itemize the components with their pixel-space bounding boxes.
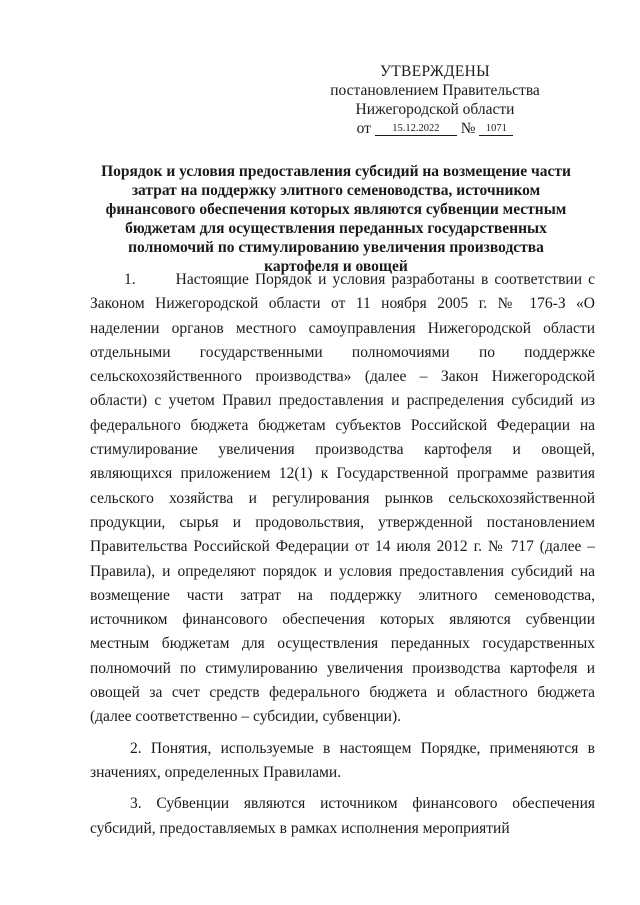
approval-date-number-line xyxy=(300,119,570,138)
approval-number-field: 1071 xyxy=(479,122,513,136)
approval-title: УТВЕРЖДЕНЫ xyxy=(380,63,490,80)
approval-line-2: Нижегородской области xyxy=(355,101,515,118)
approval-date-field: 15.12.2022 xyxy=(375,122,457,136)
from-label: от xyxy=(356,120,371,137)
approval-line-1: постановлением Правительства xyxy=(330,82,540,99)
paragraph-1 xyxy=(90,268,595,730)
approval-stamp xyxy=(300,62,570,138)
paragraph-3: 3. Субвенции являются источником финансового обеспечения субсидий, предоставляемых в рамках исполнения мероприятий xyxy=(90,795,595,837)
paragraph-2: 2. Понятия, используемые в настоящем Порядке, применяются в значениях, определенных Правилами. xyxy=(90,739,595,781)
document-title: Порядок и условия предоставления субсидий на возмещение части затрат на поддержку элитного семеноводства, источником финансового обеспечения которых являются субвенции местным бюджетам для осуществления переданных государственных полномочий по стимулированию увеличения производства картофеля и овощей xyxy=(101,163,571,275)
paragraph-1-text: Настоящие Порядок и условия разработаны в соответствии с Законом Нижегородской области от 11 ноября 2005 г. № 176-З «О наделении органов местного самоуправления Нижегородской области отдельными государственными полномочиями по поддержке сельскохозяйственного производства» (далее – Закон Нижегородской области) с учетом Правил предоставления и распределения субсидий из федерального бюджета бюджетам субъектов Российской Федерации на стимулирование увеличения производства картофеля и овощей, являющихся приложением 12(1) к Государственной программе развития сельского хозяйства и регулирования рынков сельскохозяйственной продукции, сырья и продовольствия, утвержденной постановлением Правительства Российской Федерации от 14 июля 2012 г. № 717 (далее – Правила), и определяют порядок и условия предоставления субсидий на возмещение части затрат на поддержку элитного семеноводства, источником финансового обеспечения которых являются субвенции местным бюджетам для осуществления переданных государственных полномочий по стимулированию увеличения производства картофеля и овощей за счет средств федерального бюджета и областного бюджета (далее соответственно – субсидии, субвенции). xyxy=(90,271,595,726)
document-body xyxy=(90,268,595,848)
paragraph-1-number: 1. xyxy=(124,271,136,288)
number-sign: № xyxy=(460,120,476,137)
